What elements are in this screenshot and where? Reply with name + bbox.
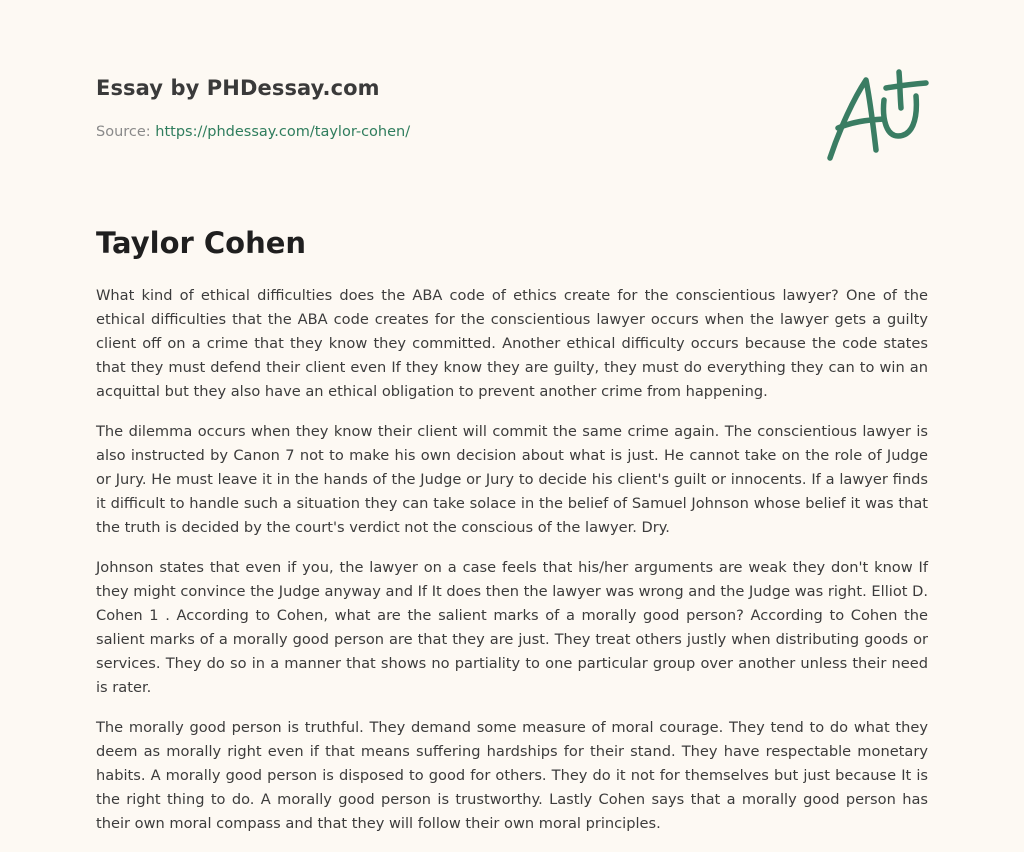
- essay-title: Taylor Cohen: [96, 226, 307, 260]
- source-label: Source:: [96, 124, 151, 140]
- site-title: Essay by PHDessay.com: [96, 76, 380, 100]
- essay-paragraph: What kind of ethical difficulties does the ABA code of ethics create for the conscientious lawyer? One of the ethical difficulties that the ABA code creates for the conscientious lawyer occurs when the lawyer gets a guilty client off on a crime that they know they committed. Another ethical difficulty occurs because the code states that they must defend their client even If they know they are guilty, they must do everything they can to win an acquittal but they also have an ethical obligation to prevent another crime from happening.: [96, 287, 928, 400]
- essay-body: [96, 284, 928, 852]
- essay-paragraph: The dilemma occurs when they know their client will commit the same crime again. The conscientious lawyer is also instructed by Canon 7 not to make his own decision about what is just. He cannot take on the role of Judge or Jury. He must leave it in the hands of the Judge or Jury to decide his client's guilt or innocents. If a lawyer finds it difficult to handle such a situation they can take solace in the belief of Samuel Johnson whose belief it was that the truth is decided by the court's verdict not the conscious of the lawyer. Dry.: [96, 423, 928, 536]
- source-link[interactable]: https://phdessay.com/taylor-cohen/: [155, 124, 411, 140]
- essay-paragraph: The morally good person is truthful. They demand some measure of moral courage. They tend to do what they deem as morally right even if that means suffering hardships for their stand. They have respectable monetary habits. A morally good person is disposed to good for others. They do it not for themselves but just because It is the right thing to do. A morally good person is trustworthy. Lastly Cohen says that a morally good person has their own moral compass and that they will follow their own moral principles.: [96, 719, 928, 832]
- essay-paragraph: Johnson states that even if you, the lawyer on a case feels that his/her arguments are weak they don't know If they might convince the Judge anyway and If It does then the lawyer was wrong and the Judge was right. Elliot D. Cohen 1 . According to Cohen, what are the salient marks of a morally good person? According to Cohen the salient marks of a morally good person are that they are just. They treat others justly when distributing goods or services. They do so in a manner that shows no partiality to one particular group over another unless their need is rater.: [96, 559, 928, 696]
- source-line: [96, 124, 410, 140]
- a-plus-grade-icon: [818, 66, 930, 166]
